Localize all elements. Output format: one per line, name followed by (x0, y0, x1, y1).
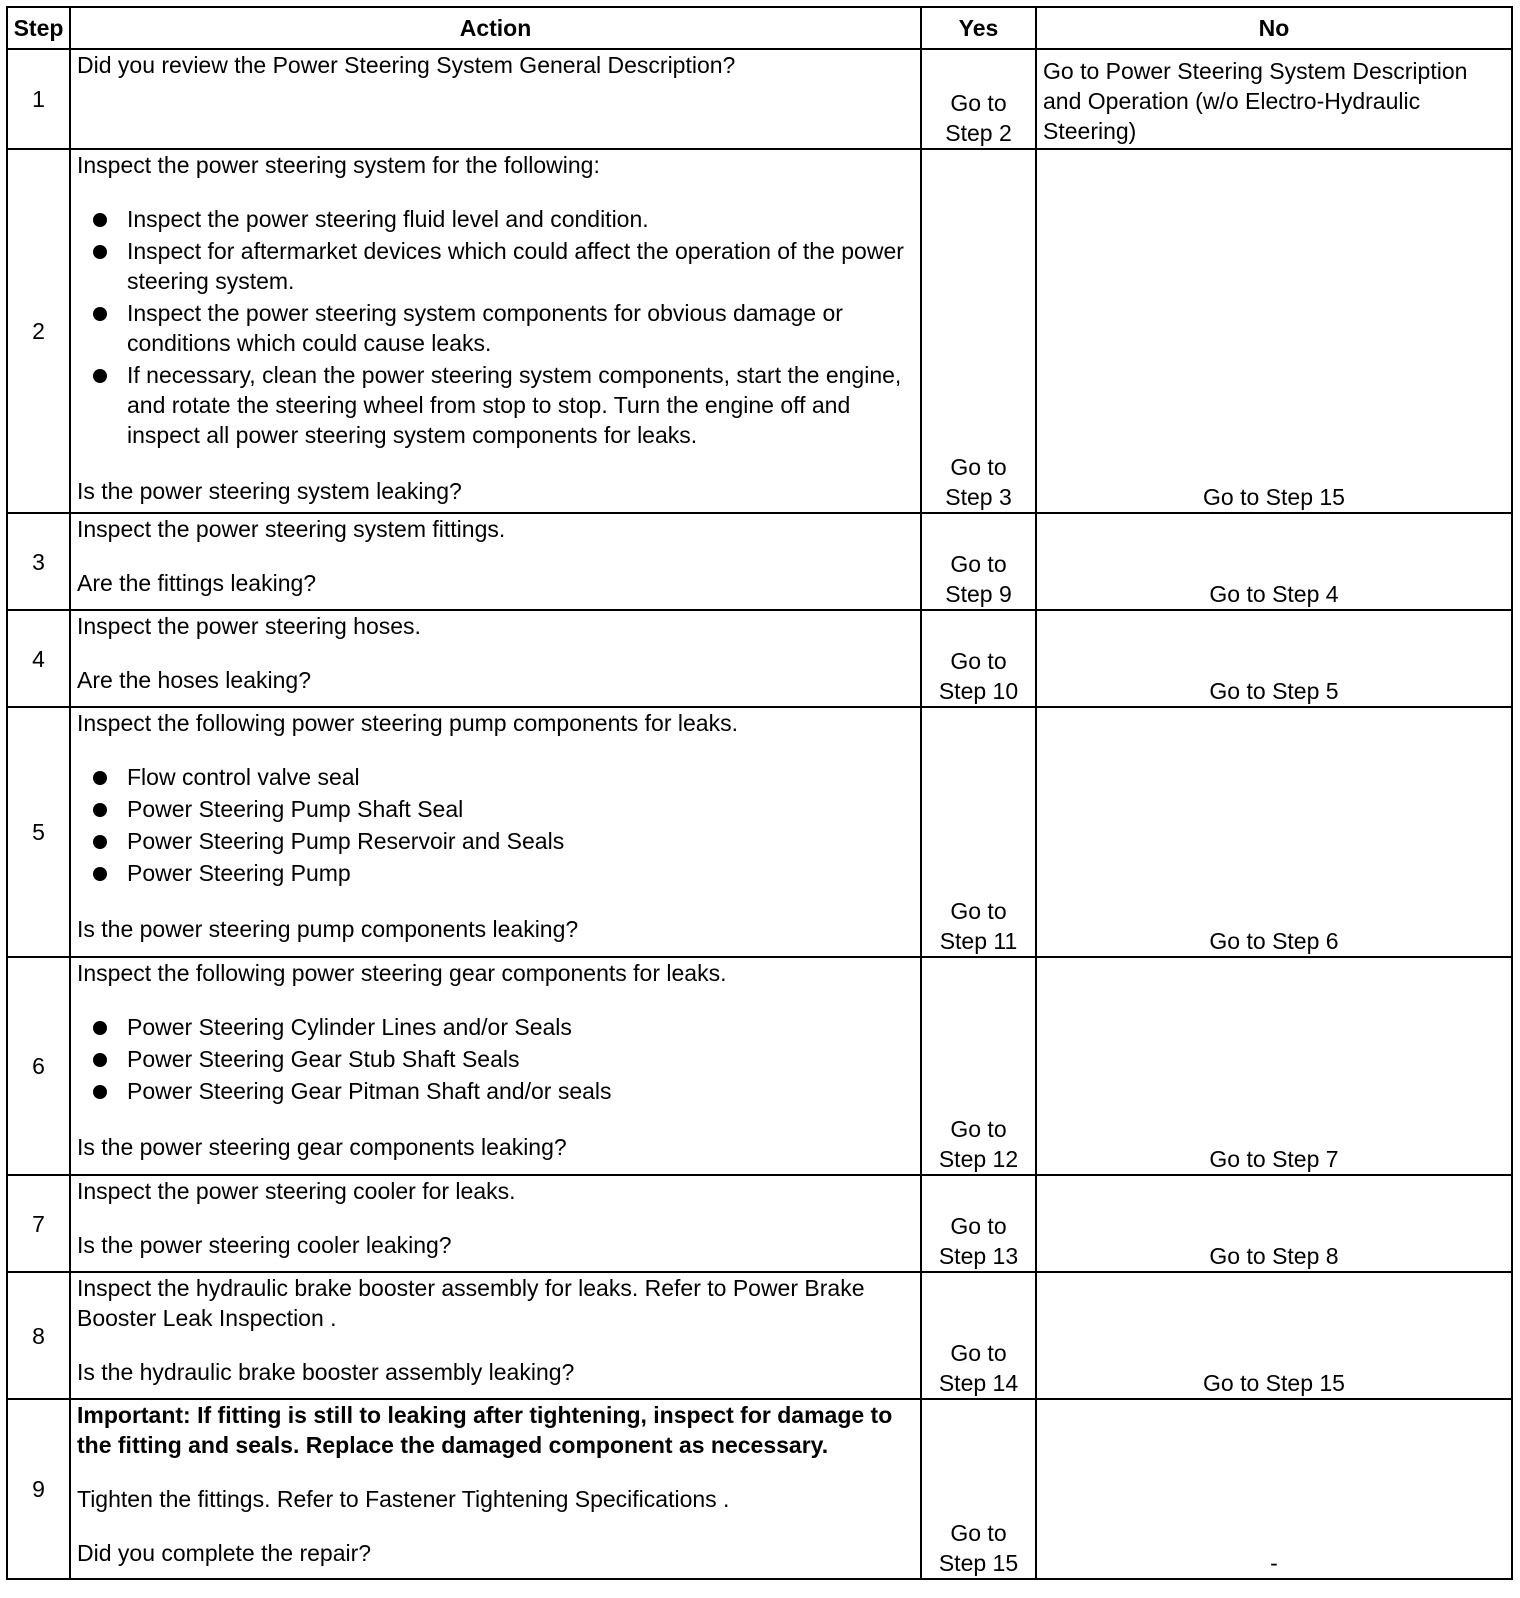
yes-cell: Go to Step 14 (921, 1272, 1036, 1399)
header-yes: Yes (921, 7, 1036, 49)
yes-cell: Go to Step 9 (921, 513, 1036, 610)
bullet-icon (93, 771, 107, 785)
action-cell (70, 149, 921, 513)
action-intro: Did you review the Power Steering System General Description? (77, 52, 736, 78)
bullet-icon (93, 1021, 107, 1035)
list-item: Power Steering Gear Stub Shaft Seals (77, 1044, 914, 1074)
list-item: Power Steering Pump Reservoir and Seals (77, 826, 914, 856)
header-action: Action (70, 7, 921, 49)
yes-cell: Go to Step 11 (921, 707, 1036, 957)
action-question: Is the hydraulic brake booster assembly leaking? (77, 1359, 575, 1385)
yes-cell: Go to Step 3 (921, 149, 1036, 513)
header-step: Step (7, 7, 70, 49)
yes-cell: Go to Step 12 (921, 957, 1036, 1175)
action-question: Is the power steering system leaking? (77, 478, 462, 504)
table-row (7, 707, 1512, 957)
bullet-icon (93, 1085, 107, 1099)
bullet-icon (93, 245, 107, 259)
action-cell (70, 610, 921, 707)
table-row (7, 610, 1512, 707)
action-cell (70, 1399, 921, 1579)
important-note: Important: If fitting is still to leaking after tightening, inspect for damage to the fitting and seals. Replace the damaged component as necessary. (77, 1402, 893, 1458)
action-cell (70, 1272, 921, 1399)
step-number: 2 (7, 149, 70, 513)
action-intro: Inspect the power steering hoses. (77, 613, 421, 639)
table-row (7, 1272, 1512, 1399)
no-cell: Go to Step 15 (1036, 1272, 1512, 1399)
no-cell: Go to Step 7 (1036, 957, 1512, 1175)
action-cell (70, 513, 921, 610)
action-cell (70, 707, 921, 957)
step-number: 8 (7, 1272, 70, 1399)
yes-cell: Go to Step 2 (921, 49, 1036, 149)
bullet-list (77, 1012, 914, 1106)
no-cell: Go to Step 4 (1036, 513, 1512, 610)
table-row (7, 49, 1512, 149)
action-intro: Inspect the power steering system for the following: (77, 152, 600, 178)
bullet-icon (93, 369, 107, 383)
bullet-list (77, 762, 914, 888)
list-item: Inspect the power steering system components for obvious damage or conditions which could cause leaks. (77, 298, 914, 358)
list-item: Inspect for aftermarket devices which could affect the operation of the power steering system. (77, 236, 914, 296)
step-number: 6 (7, 957, 70, 1175)
header-no: No (1036, 7, 1512, 49)
bullet-list (77, 204, 914, 450)
action-question: Are the fittings leaking? (77, 570, 317, 596)
header-row (7, 7, 1512, 49)
list-item: Flow control valve seal (77, 762, 914, 792)
list-item: Power Steering Gear Pitman Shaft and/or seals (77, 1076, 914, 1106)
action-intro: Inspect the power steering system fittings. (77, 516, 506, 542)
action-question: Did you complete the repair? (77, 1540, 372, 1566)
action-cell (70, 957, 921, 1175)
step-number: 1 (7, 49, 70, 149)
yes-cell: Go to Step 10 (921, 610, 1036, 707)
action-intro: Tighten the fittings. Refer to Fastener Tightening Specifications . (77, 1486, 730, 1512)
step-number: 7 (7, 1175, 70, 1272)
bullet-icon (93, 867, 107, 881)
action-intro: Inspect the power steering cooler for leaks. (77, 1178, 516, 1204)
bullet-icon (93, 803, 107, 817)
no-cell: Go to Step 6 (1036, 707, 1512, 957)
no-cell: Go to Step 15 (1036, 149, 1512, 513)
table-row (7, 513, 1512, 610)
action-question: Is the power steering cooler leaking? (77, 1232, 452, 1258)
bullet-icon (93, 213, 107, 227)
table-row (7, 1399, 1512, 1579)
action-intro: Inspect the following power steering pump components for leaks. (77, 710, 738, 736)
step-number: 9 (7, 1399, 70, 1579)
no-cell: Go to Power Steering System Description and Operation (w/o Electro-Hydraulic Steering) (1036, 49, 1512, 149)
table-row (7, 1175, 1512, 1272)
list-item: Power Steering Pump Shaft Seal (77, 794, 914, 824)
action-intro: Inspect the hydraulic brake booster assembly for leaks. Refer to Power Brake Booster Leak Inspection . (77, 1275, 865, 1331)
yes-cell: Go to Step 13 (921, 1175, 1036, 1272)
list-item: Power Steering Pump (77, 858, 914, 888)
step-number: 5 (7, 707, 70, 957)
action-question: Is the power steering pump components leaking? (77, 916, 579, 942)
bullet-icon (93, 835, 107, 849)
bullet-icon (93, 307, 107, 321)
table-row (7, 149, 1512, 513)
no-cell: Go to Step 8 (1036, 1175, 1512, 1272)
table-row (7, 957, 1512, 1175)
action-intro: Inspect the following power steering gear components for leaks. (77, 960, 727, 986)
step-number: 3 (7, 513, 70, 610)
yes-cell: Go to Step 15 (921, 1399, 1036, 1579)
no-cell: - (1036, 1399, 1512, 1579)
action-question: Are the hoses leaking? (77, 667, 311, 693)
bullet-icon (93, 1053, 107, 1067)
step-number: 4 (7, 610, 70, 707)
action-cell (70, 1175, 921, 1272)
no-cell: Go to Step 5 (1036, 610, 1512, 707)
action-cell (70, 49, 921, 149)
diagnostic-table (6, 6, 1513, 1580)
action-question: Is the power steering gear components leaking? (77, 1134, 567, 1160)
list-item: Power Steering Cylinder Lines and/or Seals (77, 1012, 914, 1042)
list-item: If necessary, clean the power steering system components, start the engine, and rotate the steering wheel from stop to stop. Turn the engine off and inspect all power steering system components for leaks. (77, 360, 914, 450)
list-item: Inspect the power steering fluid level and condition. (77, 204, 914, 234)
